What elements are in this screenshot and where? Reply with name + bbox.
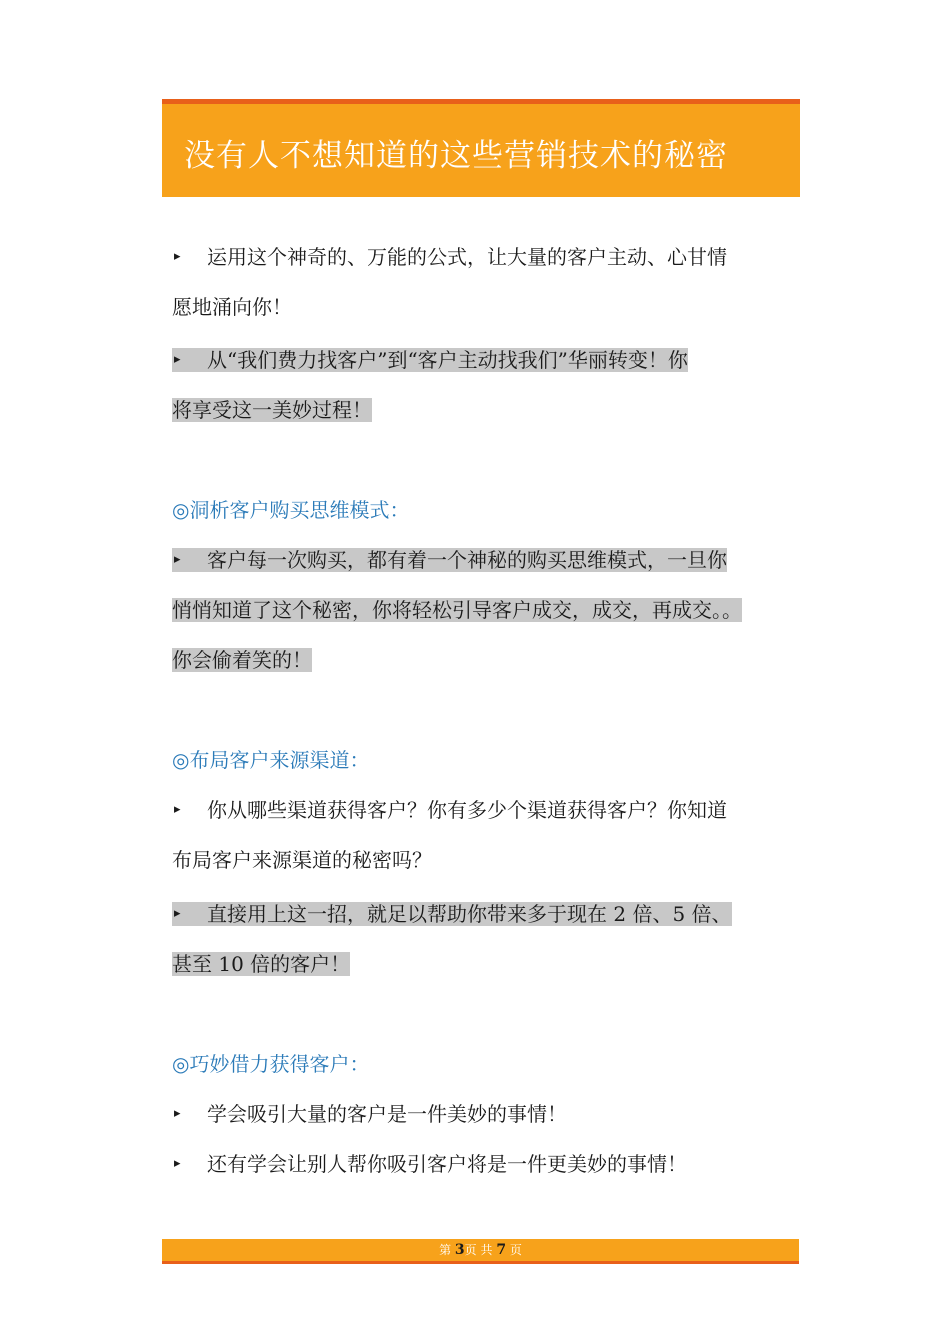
footer-suffix: 页 bbox=[509, 1243, 522, 1257]
bullet-icon: ▸ bbox=[174, 551, 181, 567]
highlighted-line bbox=[172, 348, 688, 372]
line-text: 运用这个神奇的、万能的公式，让大量的客户主动、心甘情 bbox=[207, 245, 727, 269]
list-item bbox=[172, 896, 732, 934]
list-item-continuation bbox=[172, 592, 742, 628]
bullet-icon: ▸ bbox=[174, 351, 181, 367]
page-title: 没有人不想知道的这些营销技术的秘密 bbox=[184, 138, 728, 174]
list-item bbox=[172, 542, 727, 580]
bullet-icon: ▸ bbox=[174, 905, 181, 921]
line-text: 你从哪些渠道获得客户？你有多少个渠道获得客户？你知道 bbox=[207, 798, 727, 822]
highlighted-line bbox=[172, 902, 732, 926]
section-heading: ◎布局客户来源渠道： bbox=[172, 748, 370, 772]
list-item bbox=[172, 1096, 567, 1134]
line-text: 直接用上这一招，就足以帮助你带来多于现在 2 倍、5 倍、 bbox=[207, 902, 732, 926]
bullet-icon: ▸ bbox=[174, 1105, 181, 1121]
line-text: 愿地涌向你！ bbox=[172, 295, 292, 319]
list-item bbox=[172, 239, 727, 277]
title-banner bbox=[162, 99, 800, 197]
list-item bbox=[172, 1146, 687, 1184]
footer-prefix: 第 bbox=[439, 1243, 452, 1257]
list-item bbox=[172, 342, 688, 380]
section-heading: ◎巧妙借力获得客户： bbox=[172, 1052, 370, 1076]
list-item-continuation bbox=[172, 289, 292, 325]
page-footer bbox=[162, 1239, 799, 1264]
line-text: 从“我们费力找客户”到“客户主动找我们”华丽转变！你 bbox=[207, 348, 688, 372]
line-text: 将享受这一美妙过程！ bbox=[172, 398, 372, 422]
list-item bbox=[172, 792, 727, 830]
line-text: 布局客户来源渠道的秘密吗？ bbox=[172, 848, 432, 872]
current-page-number: 3 bbox=[454, 1242, 465, 1258]
highlighted-line bbox=[172, 548, 727, 572]
section-heading: ◎洞析客户购买思维模式： bbox=[172, 498, 410, 522]
footer-middle: 页 共 bbox=[464, 1243, 493, 1257]
bullet-icon: ▸ bbox=[174, 1155, 181, 1171]
line-text: 悄悄知道了这个秘密，你将轻松引导客户成交，成交，再成交。。 bbox=[172, 598, 742, 622]
line-text: 甚至 10 倍的客户！ bbox=[172, 952, 351, 976]
line-text: 还有学会让别人帮你吸引客户将是一件更美妙的事情！ bbox=[207, 1152, 687, 1176]
list-item-continuation bbox=[172, 642, 312, 678]
bullet-icon: ▸ bbox=[174, 248, 181, 264]
list-item-continuation bbox=[172, 392, 372, 428]
bullet-icon: ▸ bbox=[174, 801, 181, 817]
line-text: 你会偷着笑的！ bbox=[172, 648, 312, 672]
list-item-continuation bbox=[172, 946, 350, 982]
line-text: 客户每一次购买，都有着一个神秘的购买思维模式，一旦你 bbox=[207, 548, 727, 572]
line-text: 学会吸引大量的客户是一件美妙的事情！ bbox=[207, 1102, 567, 1126]
total-page-number: 7 bbox=[496, 1242, 507, 1258]
list-item-continuation bbox=[172, 842, 432, 878]
